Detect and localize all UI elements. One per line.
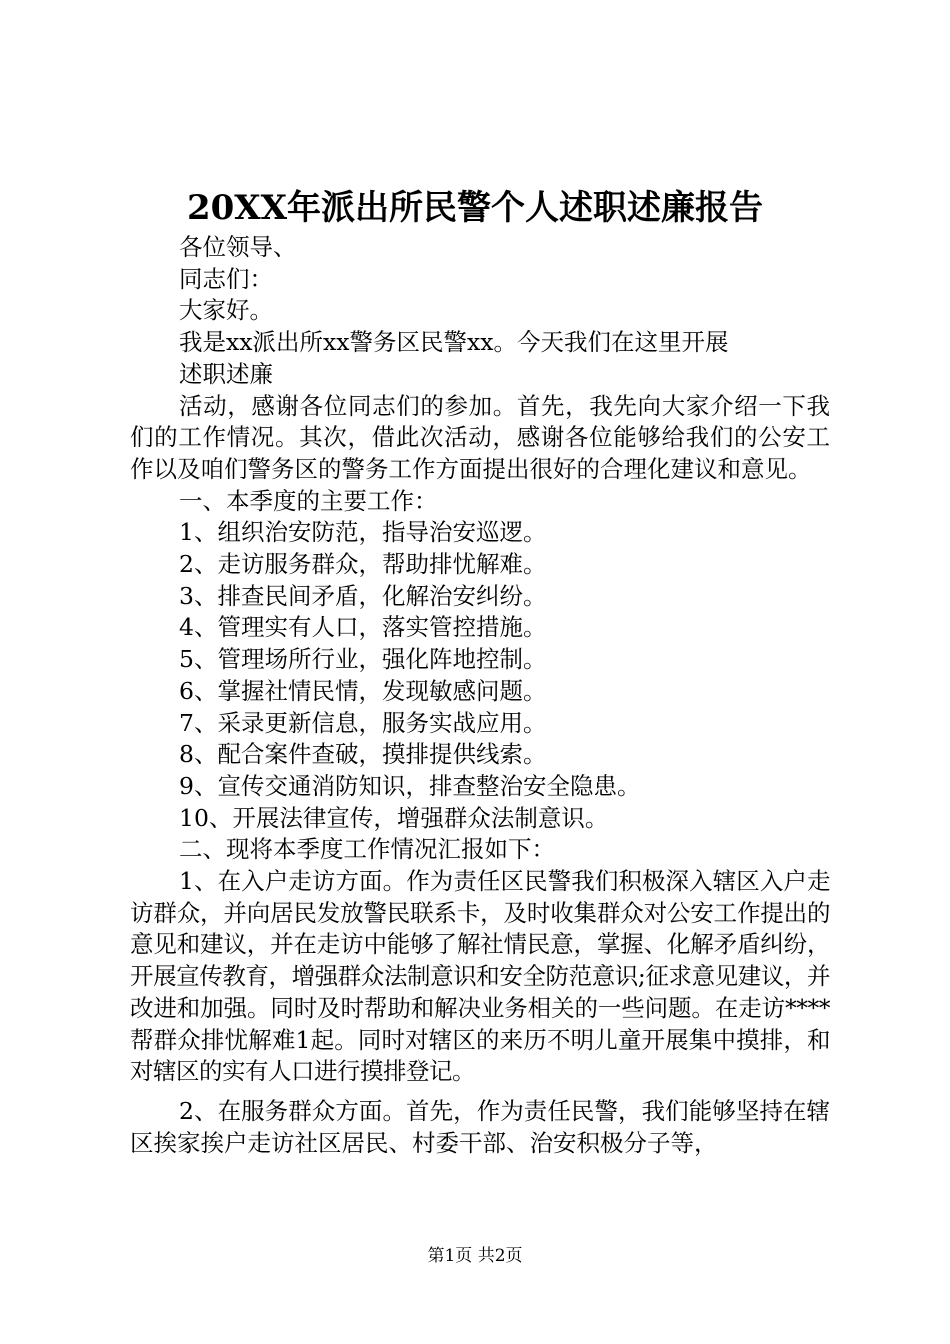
section-heading-main-work: 一、本季度的主要工作： [179, 486, 438, 515]
list-item: 5、管理场所行业，强化阵地控制。 [179, 645, 547, 674]
list-item: 9、宣传交通消防知识，排查整治安全隐患。 [179, 771, 641, 800]
salutation-comrades: 同志们： [179, 264, 273, 293]
intro-line: 我是xx派出所xx警务区民警xx。今天我们在这里开展 [179, 328, 729, 357]
section-heading-report: 二、现将本季度工作情况汇报如下： [179, 835, 555, 864]
list-item: 2、走访服务群众，帮助排忧解难。 [179, 550, 547, 579]
intro-paragraph: 活动，感谢各位同志们的参加。首先，我先向大家介绍一下我们的工作情况。其次，借此次活动，感谢各位能够给我们的公安工作以及咱们警务区的警务工作方面提出很好的合理化建议和意见。 [130, 391, 830, 483]
report-paragraph-visits: 1、在入户走访方面。作为责任区民警我们积极深入辖区入户走访群众，并向居民发放警民联系卡，及时收集群众对公安工作提出的意见和建议，并在走访中能够了解社情民意，掌握、化解矛盾纠纷，开展宣传教育，增强群众法制意识和安全防范意识;征求意见建议，并改进和加强。同时及时帮助和解决业务相关的一些问题。在走访****帮群众排忧解难1起。同时对辖区的来历不明儿童开展集中摸排，和对辖区的实有人口进行摸排登记。 [130, 867, 830, 1086]
intro-activity-name: 述职述廉 [179, 359, 273, 388]
document-title: 20XX年派出所民警个人述职述廉报告 [186, 188, 764, 228]
document-body [130, 232, 830, 1159]
greeting: 大家好。 [179, 296, 273, 325]
list-item: 10、开展法律宣传，增强群众法制意识。 [179, 803, 609, 832]
list-item: 8、配合案件查破，摸排提供线索。 [179, 740, 547, 769]
salutation-leaders: 各位领导、 [179, 233, 297, 261]
list-item: 3、排查民间矛盾，化解治安纠纷。 [179, 581, 547, 610]
list-item: 4、管理实有人口，落实管控措施。 [179, 613, 547, 642]
list-item: 6、掌握社情民情，发现敏感问题。 [179, 676, 547, 705]
report-paragraph-service: 2、在服务群众方面。首先，作为责任民警，我们能够坚持在辖区挨家挨户走访社区居民、村委干部、治安积极分子等， [130, 1096, 830, 1157]
page-number: 第1页 共2页 [427, 1246, 523, 1266]
list-item: 1、组织治安防范，指导治安巡逻。 [179, 518, 547, 547]
list-item: 7、采录更新信息，服务实战应用。 [179, 708, 547, 737]
